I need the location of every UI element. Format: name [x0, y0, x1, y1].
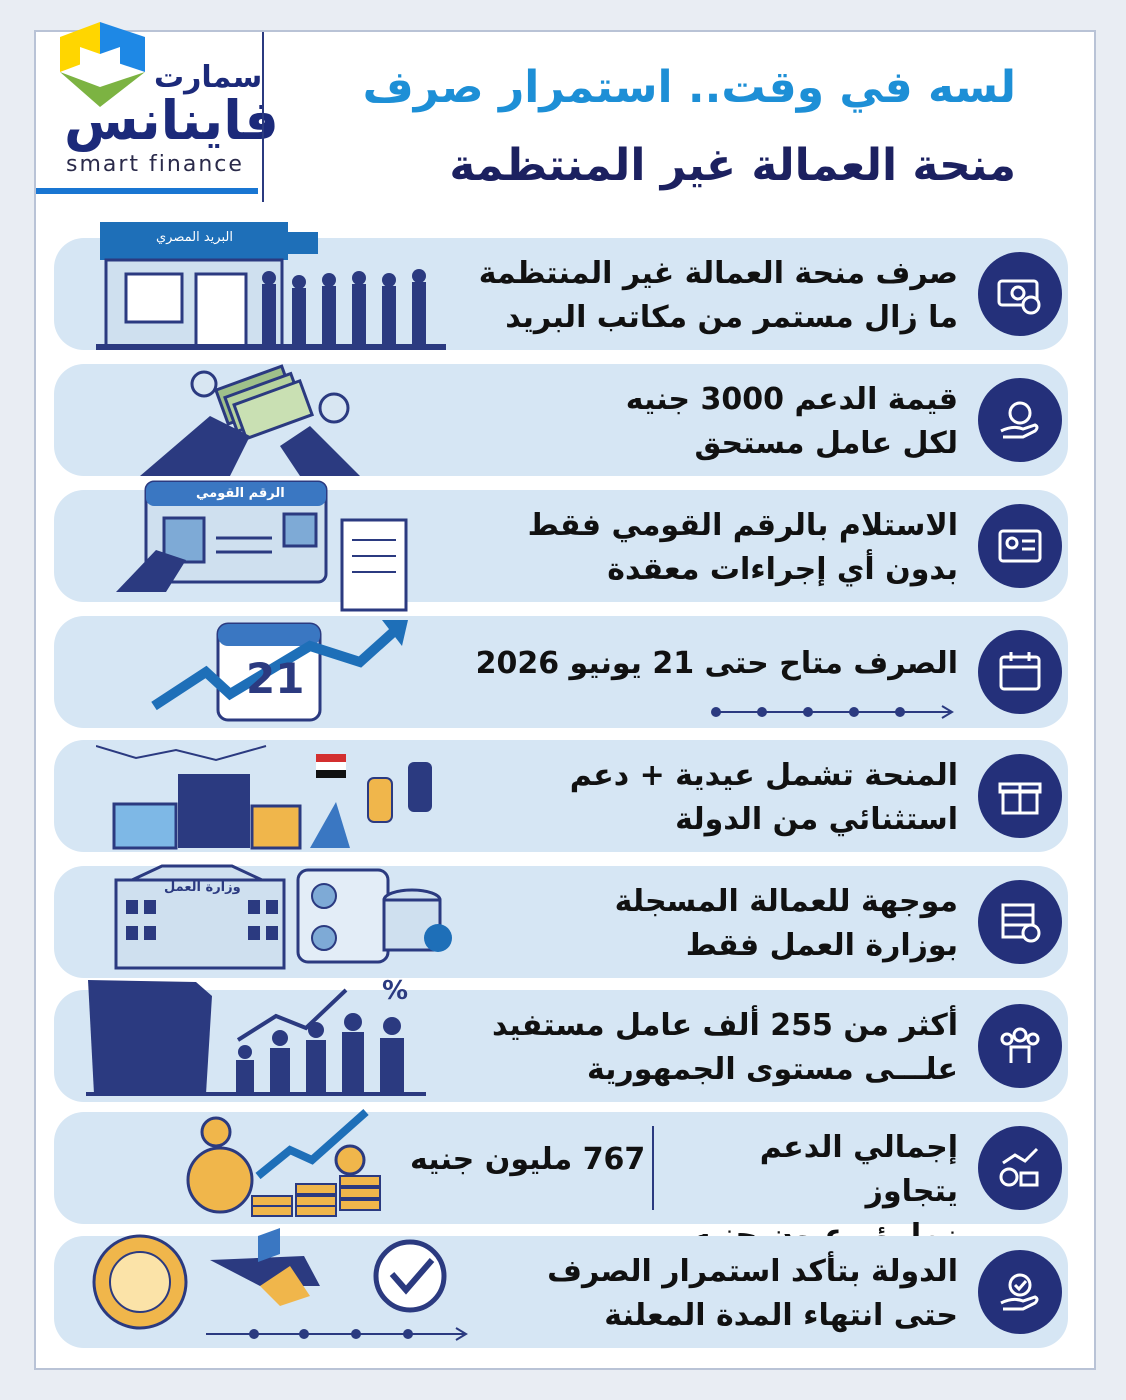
post-office-sign: البريد المصري [156, 230, 233, 245]
row-text: أكثر من 255 ألف عامل مستفيد علـــى مستوى الجمهورية [492, 1008, 958, 1087]
row-text: إجمالي الدعم يتجاوز [759, 1130, 958, 1209]
handshake-illustration [90, 1226, 470, 1346]
row-text: الصرف متاح حتى 21 يونيو 2026 [475, 646, 958, 681]
page-title-line1: لسه في وقت.. استمرار صرف [362, 62, 1016, 113]
post-office-illustration [96, 222, 446, 352]
divider [652, 1126, 654, 1210]
id-card-icon [978, 504, 1062, 588]
row-text: المنحة تشمل عيدية + دعم استثنائي من الدولة [569, 758, 958, 837]
hand-check-icon [978, 1250, 1062, 1334]
money-bill-icon [978, 252, 1062, 336]
people-icon [978, 1004, 1062, 1088]
progress-dots [710, 702, 960, 722]
logo [36, 12, 279, 192]
ministry-label: وزارة العمل [164, 880, 241, 895]
row-text: قيمة الدعم 3000 جنيه لكل عامل مستحق [625, 382, 958, 461]
total-amount: 767 مليون جنيه [410, 1142, 646, 1177]
calendar-illustration [150, 610, 410, 726]
row-text: الدولة بتأكد استمرار الصرف حتى انتهاء المدة المعلنة [547, 1254, 958, 1333]
logo-arabic-main: فاينانس [64, 89, 279, 152]
gifts-illustration [96, 732, 446, 852]
page-title-line2: منحة العمالة غير المنتظمة [449, 140, 1016, 191]
calendar-day: 21 [246, 654, 305, 703]
hand-coin-icon [978, 378, 1062, 462]
money-hands-illustration [140, 356, 360, 476]
calendar-icon [978, 630, 1062, 714]
logo-english: smart finance [66, 152, 244, 177]
logo-underline [36, 188, 258, 194]
growth-coins-icon [978, 1126, 1062, 1210]
percent-sign: % [382, 976, 409, 1006]
coins-growth-illustration [180, 1104, 400, 1220]
row-text: موجهة للعمالة المسجلة بوزارة العمل فقط [614, 884, 958, 963]
workers-illustration [86, 976, 426, 1098]
id-card-illustration [116, 480, 416, 612]
row-text: صرف منحة العمالة غير المنتظمة ما زال مستمر من مكاتب البريد [478, 256, 958, 335]
id-card-label: الرقم القومي [196, 486, 285, 501]
ministry-illustration [112, 860, 456, 972]
gift-icon [978, 754, 1062, 838]
database-check-icon [978, 880, 1062, 964]
row-text: الاستلام بالرقم القومي فقط بدون أي إجراءات معقدة [527, 508, 958, 587]
logo-arabic-small: سمارت [154, 60, 263, 95]
